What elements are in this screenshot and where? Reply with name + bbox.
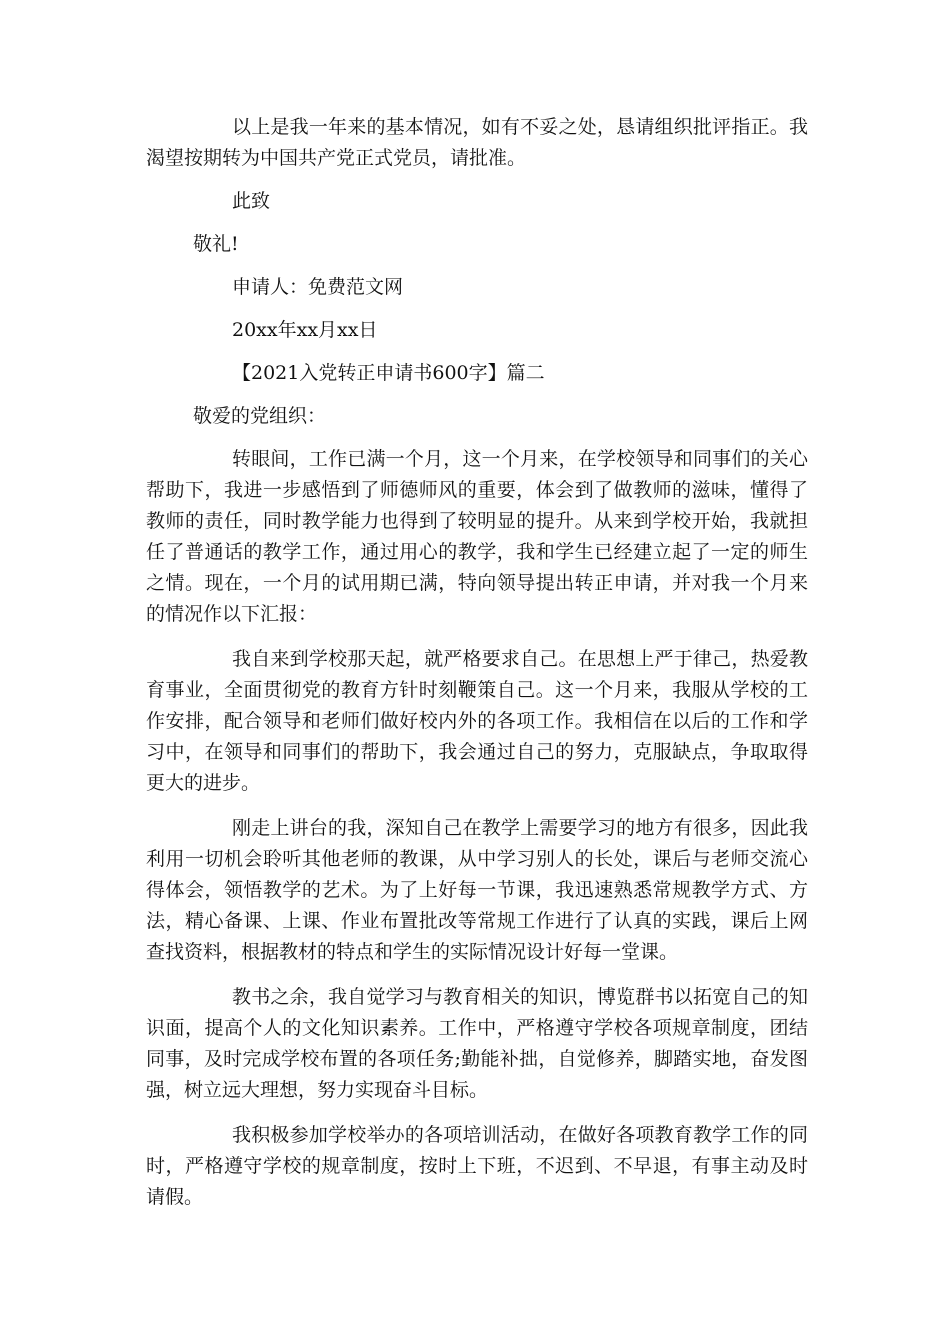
section-title: 【2021入党转正申请书600字】篇二 [232,362,545,384]
greeting-line: 敬爱的党组织： [193,405,327,427]
date-line: 20xx年xx月xx日 [232,319,378,341]
body-paragraph: 我自来到学校那天起，就严格要求自己。在思想上严于律己，热爱教育事业，全面贯彻党的教育方针时刻鞭策自己。这一个月来，我服从学校的工作安排，配合领导和老师们做好校内外的各项工作。我相信在以后的工作和学习中，在领导和同事们的帮助下，我会通过自己的努力，克服缺点，争取取得更大的进步。 [146,648,808,794]
closing-paragraph: 以上是我一年来的基本情况，如有不妥之处，恳请组织批评指正。我渴望按期转为中国共产党正式党员，请批准。 [146,116,808,169]
applicant-line: 申请人：免费范文网 [232,276,404,298]
body-paragraph: 刚走上讲台的我，深知自己在教学上需要学习的地方有很多，因此我利用一切机会聆听其他老师的教课，从中学习别人的长处，课后与老师交流心得体会，领悟教学的艺术。为了上好每一节课，我迅速熟悉常规教学方式、方法，精心备课、上课、作业布置批改等常规工作进行了认真的实践，课后上网查找资料，根据教材的特点和学生的实际情况设计好每一堂课。 [146,817,808,963]
body-paragraph: 我积极参加学校举办的各项培训活动，在做好各项教育教学工作的同时，严格遵守学校的规章制度，按时上下班，不迟到、不早退，有事主动及时请假。 [146,1124,808,1208]
document-body [146,112,808,1213]
body-paragraph: 教书之余，我自觉学习与教育相关的知识，博览群书以拓宽自己的知识面，提高个人的文化知识素养。工作中，严格遵守学校各项规章制度，团结同事，及时完成学校布置的各项任务;勤能补拙，自觉修养，脚踏实地，奋发图强，树立远大理想，努力实现奋斗目标。 [146,986,808,1101]
body-paragraph: 转眼间，工作已满一个月，这一个月来，在学校领导和同事们的关心帮助下，我进一步感悟到了师德师风的重要，体会到了做教师的滋味，懂得了教师的责任，同时教学能力也得到了较明显的提升。从来到学校开始，我就担任了普通话的教学工作，通过用心的教学，我和学生已经建立起了一定的师生之情。现在，一个月的试用期已满，特向领导提出转正申请，并对我一个月来的情况作以下汇报： [146,448,808,625]
salutation-line-1: 此致 [232,190,271,212]
salutation-line-2: 敬礼! [193,233,239,255]
